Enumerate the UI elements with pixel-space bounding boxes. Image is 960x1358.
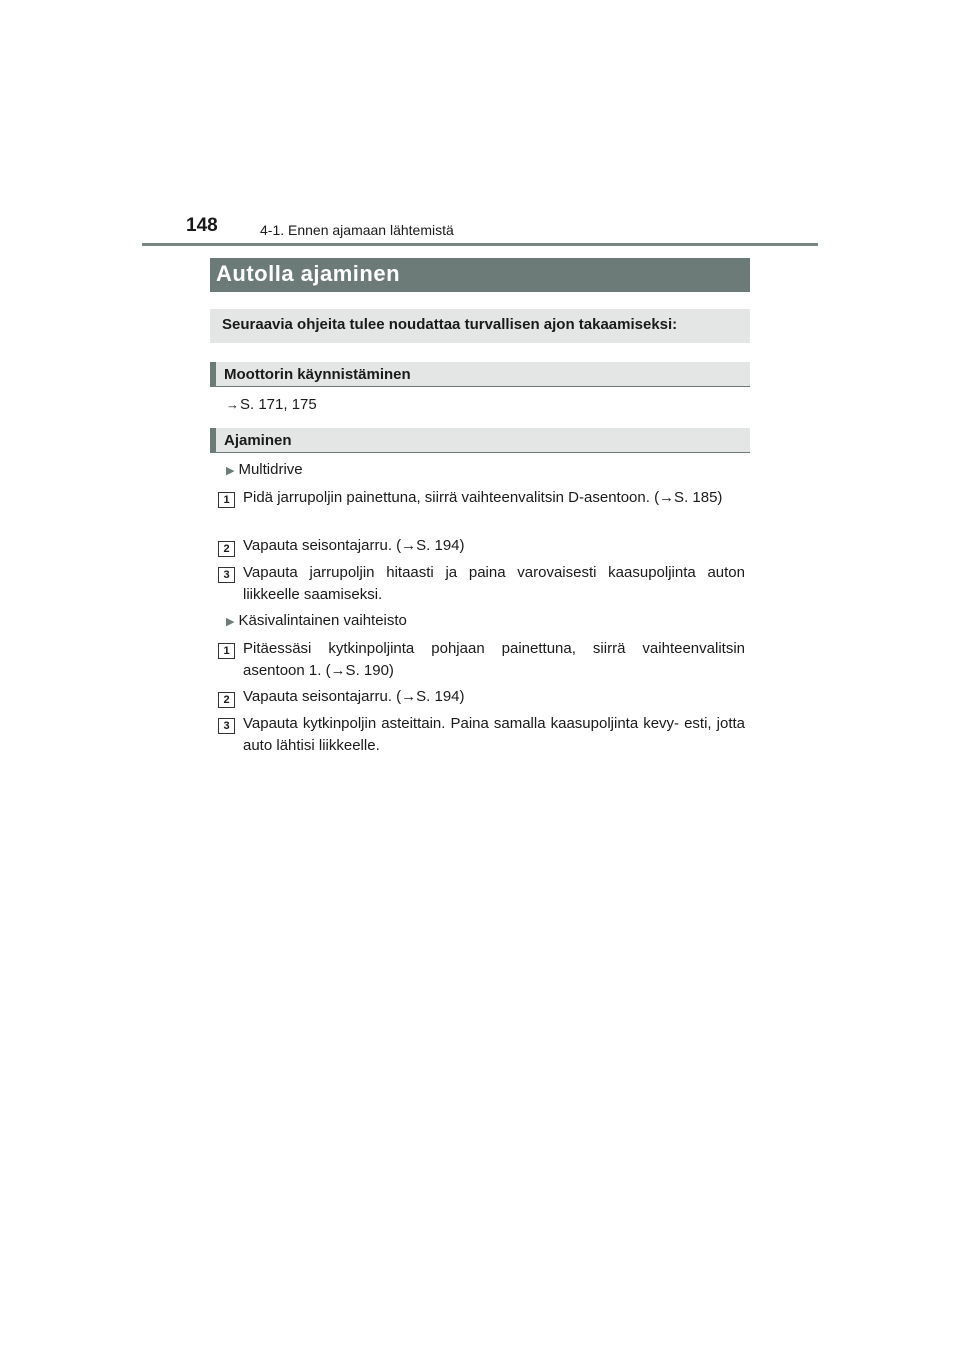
intro-box: Seuraavia ohjeita tulee noudattaa turvallisen ajon takaamiseksi: [210, 309, 750, 343]
page-title: Autolla ajaminen [210, 258, 750, 292]
step-text: Vapauta seisontajarru. (→S. 194) [243, 537, 465, 554]
step-text: Vapauta seisontajarru. (→S. 194) [243, 688, 465, 705]
mode-multidrive-label: Multidrive [238, 461, 303, 478]
reference-text: S. 171, 175 [240, 396, 317, 413]
triangle-right-icon: ▶ [226, 616, 235, 628]
mode-manual [226, 612, 407, 629]
engine-start-reference[interactable] [226, 396, 317, 413]
subhead-engine-start-label: Moottorin käynnistäminen [224, 366, 411, 383]
mode-manual-label: Käsivalintainen vaihteisto [238, 612, 407, 629]
subhead-engine-start [210, 362, 750, 387]
header-rule [142, 243, 818, 246]
step-text: Vapauta kytkinpoljin asteittain. Paina samalla kaasupoljinta kevy- esti, jotta auto lähtisi liikkeelle. [243, 715, 745, 754]
step-number: 3 [218, 718, 235, 734]
step-text: Pitäessäsi kytkinpoljinta pohjaan painettuna, siirrä vaihteenvalitsin asentoon 1. (→S. 190) [243, 640, 745, 679]
triangle-right-icon: ▶ [226, 465, 235, 477]
mode-multidrive [226, 461, 303, 478]
page-number: 148 [186, 215, 218, 236]
step-number: 2 [218, 541, 235, 557]
step-number: 1 [218, 643, 235, 659]
step-text: Vapauta jarrupoljin hitaasti ja paina varovaisesti kaasupoljinta auton liikkeelle saamiseksi. [243, 564, 745, 603]
subhead-driving [210, 428, 750, 453]
step-number: 2 [218, 692, 235, 708]
step-number: 1 [218, 492, 235, 508]
step-number: 3 [218, 567, 235, 583]
step-text: Pidä jarrupoljin painettuna, siirrä vaihteenvalitsin D-asentoon. (→S. 185) [243, 489, 723, 506]
section-label: 4-1. Ennen ajamaan lähtemistä [260, 222, 454, 238]
arrow-right-icon: → [226, 397, 239, 412]
subhead-driving-label: Ajaminen [224, 432, 292, 449]
